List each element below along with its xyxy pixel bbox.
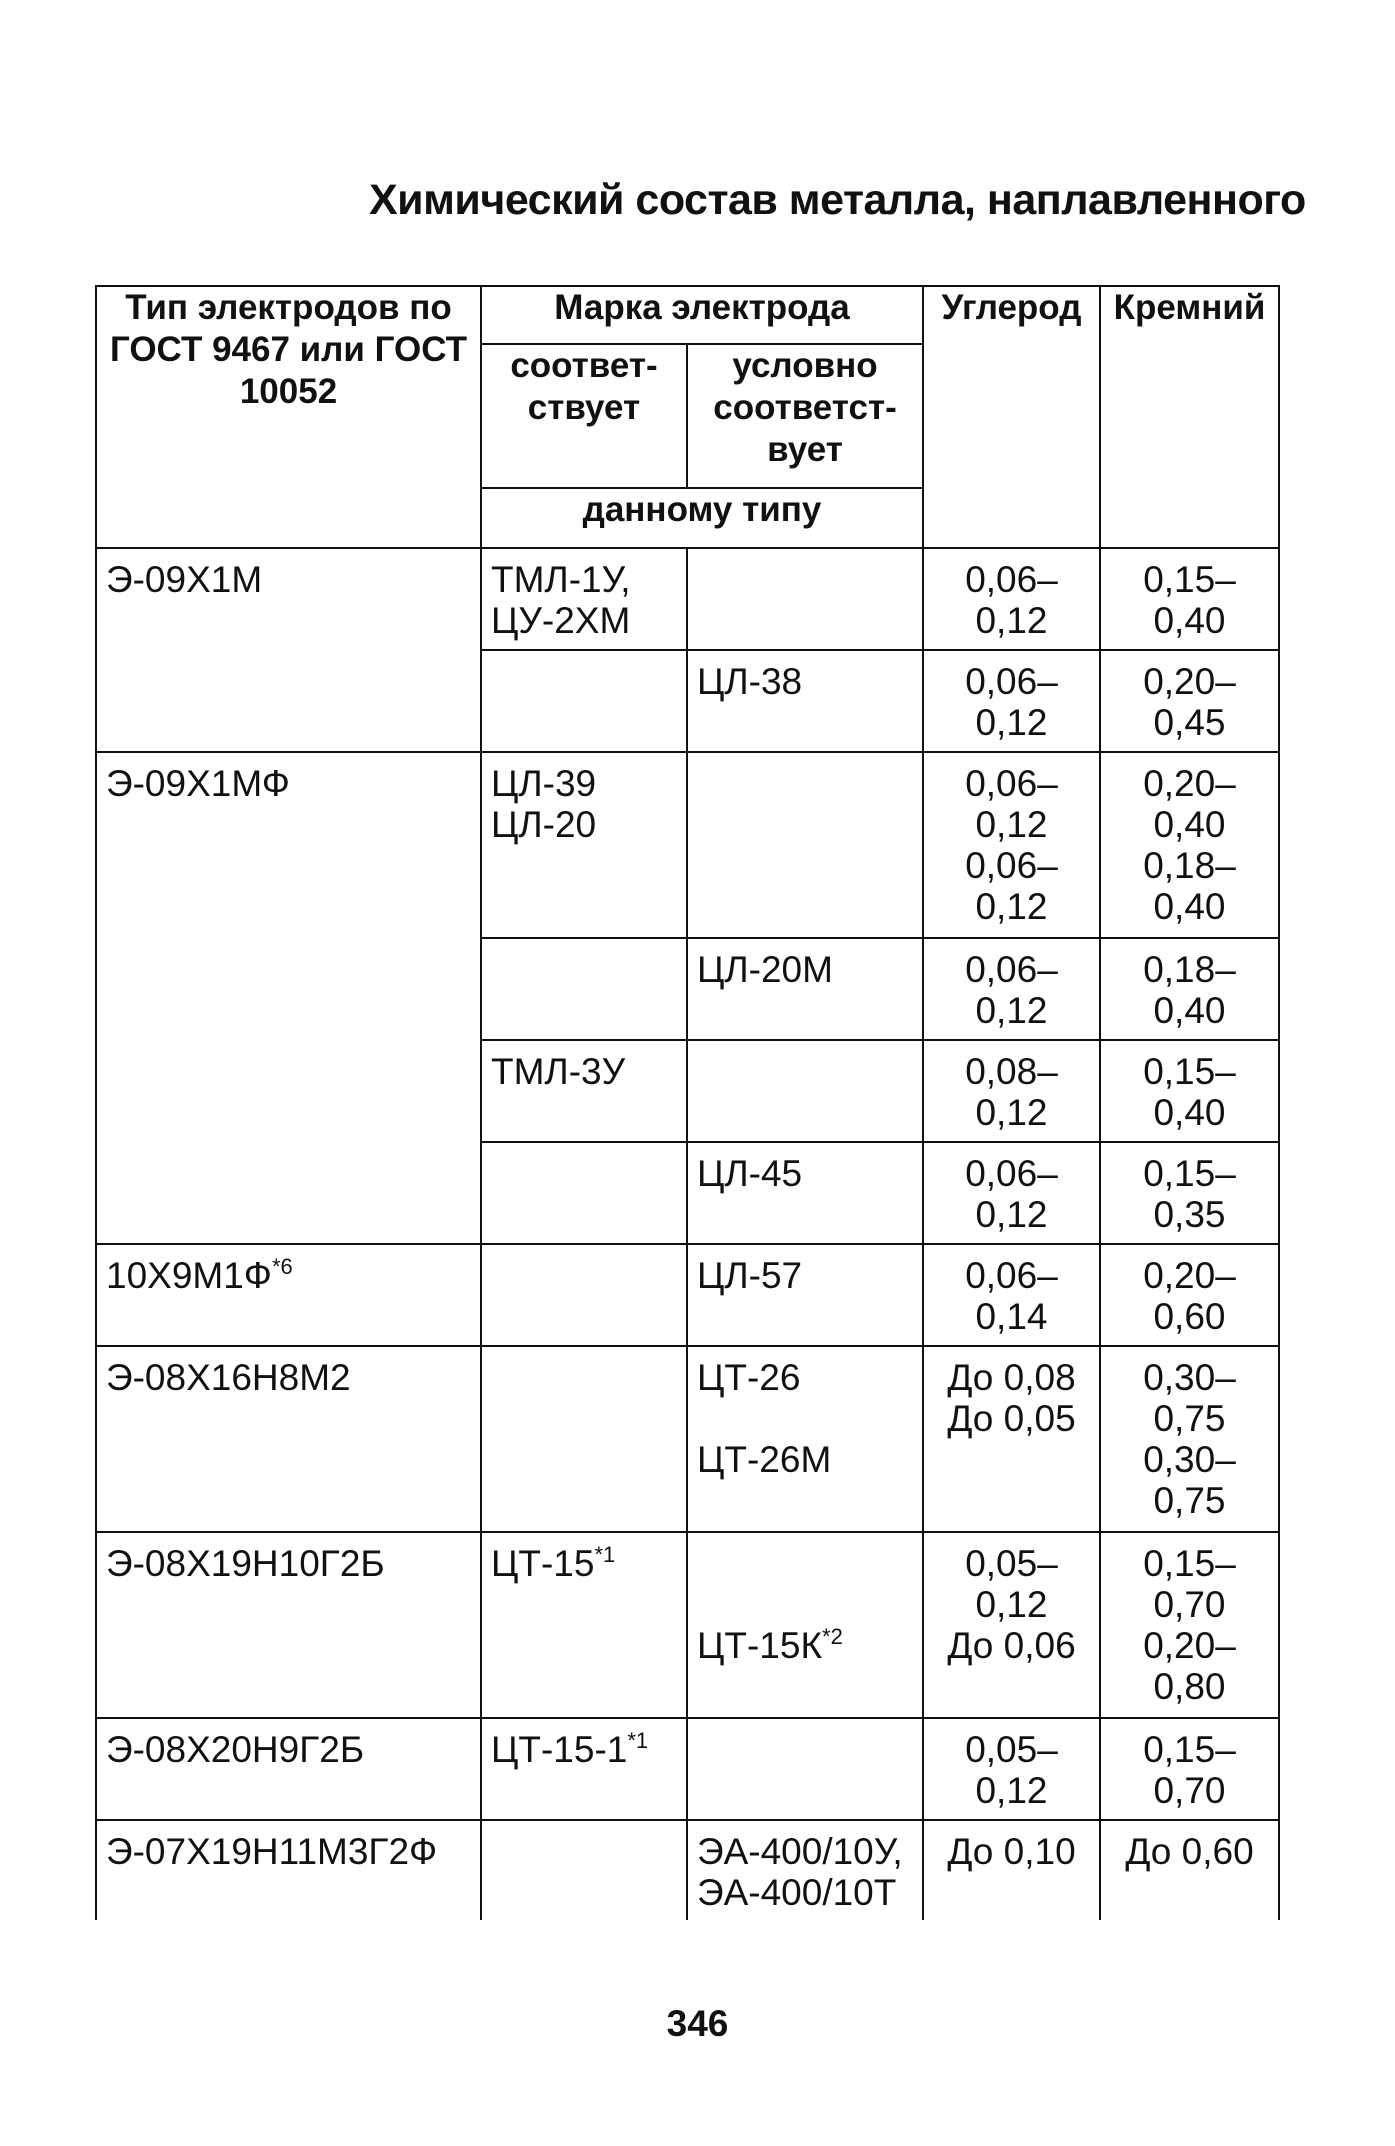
cell-carbon — [923, 1532, 1100, 1718]
cell-line: $10Х9М1Ф^{*6}$ — [106, 1254, 293, 1296]
cell-line: 0,70 — [1153, 1584, 1226, 1625]
cell-corresponds — [481, 1142, 687, 1244]
cell-conditionally — [687, 1346, 923, 1532]
cell-corresponds — [481, 1040, 687, 1142]
cell-corresponds — [481, 1244, 687, 1346]
cell-silicon — [1100, 548, 1279, 650]
cell-silicon — [1100, 1346, 1279, 1532]
cell-electrode-type — [96, 1532, 481, 1718]
cell-line: 0,20– — [1143, 1625, 1236, 1666]
cell-line: ЦЛ-20М — [697, 949, 833, 990]
cell-silicon — [1100, 650, 1279, 752]
cell-silicon — [1100, 1244, 1279, 1346]
cell-line: ЦТ-15-1$^{*1}$ — [491, 1728, 649, 1770]
cell-line: Э-09Х1МФ — [106, 763, 290, 804]
cell-line: 0,75 — [1153, 1480, 1226, 1521]
cell-line: 0,06– — [965, 1153, 1058, 1194]
cell-corresponds — [481, 1346, 687, 1532]
cell-conditionally — [687, 650, 923, 752]
cell-line: 0,12 — [975, 990, 1048, 1031]
cell-line: 0,15– — [1143, 1153, 1236, 1194]
cell-line: ЦТ-26М — [697, 1439, 832, 1480]
footnote-mark: *6 — [271, 1254, 293, 1279]
cell-line: 0,12 — [975, 1770, 1048, 1811]
cell-silicon — [1100, 752, 1279, 938]
cell-carbon — [923, 548, 1100, 650]
cell-line: 0,12 — [975, 1194, 1048, 1235]
header-corresponds: соответ-ствует — [481, 344, 687, 488]
cell-line: ЦЛ-38 — [697, 661, 803, 702]
page-number: 346 — [666, 2003, 729, 2044]
cell-line: 0,40 — [1153, 600, 1226, 641]
cell-silicon — [1100, 1718, 1279, 1820]
cell-line: Э-07Х19Н11М3Г2Ф — [106, 1831, 438, 1872]
table-row — [96, 1346, 1279, 1532]
cell-line: 0,06– — [965, 559, 1058, 600]
chemical-composition-table — [95, 285, 1280, 1920]
cell-line: Э-08Х19Н10Г2Б — [106, 1543, 385, 1584]
cell-conditionally — [687, 1718, 923, 1820]
cell-line: 0,06– — [965, 661, 1058, 702]
header-silicon: Кремний — [1100, 286, 1279, 548]
table-row — [96, 752, 1279, 938]
cell-silicon — [1100, 1040, 1279, 1142]
cell-line: 0,18– — [1143, 845, 1236, 886]
cell-line — [697, 1051, 922, 1092]
cell-line — [697, 1584, 922, 1625]
cell-conditionally — [687, 1820, 923, 1920]
header-carbon: Углерод — [923, 286, 1100, 548]
cell-line: 0,40 — [1153, 886, 1226, 927]
cell-line: 0,40 — [1153, 1092, 1226, 1133]
cell-corresponds — [481, 548, 687, 650]
header-type: Тип электродов по ГОСТ 9467 или ГОСТ 10052 — [96, 286, 481, 548]
cell-silicon — [1100, 938, 1279, 1040]
cell-conditionally — [687, 548, 923, 650]
cell-line: ЦУ-2ХМ — [491, 600, 631, 641]
header-conditionally: условно соответст-вует — [687, 344, 923, 488]
cell-line: 0,45 — [1153, 702, 1226, 743]
cell-line: 0,06– — [965, 763, 1058, 804]
cell-line: 0,08– — [965, 1051, 1058, 1092]
cell-line: 0,20– — [1143, 763, 1236, 804]
cell-line: ЦТ-26 — [697, 1357, 801, 1398]
cell-line: ЦЛ-57 — [697, 1255, 803, 1296]
cell-electrode-type — [96, 1718, 481, 1820]
cell-line: ЦЛ-39 — [491, 763, 597, 804]
cell-line: До 0,08 — [947, 1357, 1076, 1398]
cell-line: ЦЛ-45 — [697, 1153, 803, 1194]
cell-line — [697, 1543, 922, 1584]
cell-line: 0,06– — [965, 1255, 1058, 1296]
cell-conditionally — [687, 1532, 923, 1718]
cell-conditionally — [687, 752, 923, 938]
cell-corresponds — [481, 1718, 687, 1820]
cell-line — [491, 1153, 686, 1194]
cell-electrode-type — [96, 1346, 481, 1532]
cell-line: 0,18– — [1143, 949, 1236, 990]
cell-line: ЦТ-15$^{*1}$ — [491, 1542, 616, 1584]
cell-line: 0,12 — [975, 1584, 1048, 1625]
cell-line: 0,12 — [975, 600, 1048, 641]
cell-line: 0,75 — [1153, 1398, 1226, 1439]
cell-line: Э-09Х1М — [106, 559, 263, 600]
cell-conditionally — [687, 938, 923, 1040]
header-brand: Марка электрода — [481, 286, 923, 344]
cell-line: $ЦТ-15К^{*2}$ — [697, 1624, 843, 1666]
table-row — [96, 1244, 1279, 1346]
cell-line: 0,05– — [965, 1729, 1058, 1770]
cell-corresponds — [481, 650, 687, 752]
cell-line: 0,05– — [965, 1543, 1058, 1584]
table-row — [96, 1718, 1279, 1820]
cell-carbon — [923, 1820, 1100, 1920]
cell-corresponds — [481, 1532, 687, 1718]
cell-carbon — [923, 1040, 1100, 1142]
cell-line: До 0,10 — [947, 1831, 1076, 1872]
cell-line: 0,20– — [1143, 661, 1236, 702]
cell-line: До 0,05 — [947, 1398, 1076, 1439]
table-row — [96, 548, 1279, 650]
cell-line: ЦЛ-20 — [491, 804, 597, 845]
cell-line: Э-08Х16Н8М2 — [106, 1357, 351, 1398]
cell-line: 0,14 — [975, 1296, 1048, 1337]
cell-carbon — [923, 1346, 1100, 1532]
cell-conditionally — [687, 1142, 923, 1244]
cell-line — [491, 1255, 686, 1296]
cell-line — [697, 559, 922, 600]
cell-line: 0,80 — [1153, 1666, 1226, 1707]
cell-electrode-type — [96, 1820, 481, 1920]
cell-line: Э-08Х20Н9Г2Б — [106, 1729, 365, 1770]
cell-line: 0,12 — [975, 1092, 1048, 1133]
cell-carbon — [923, 650, 1100, 752]
cell-line: 0,15– — [1143, 1543, 1236, 1584]
cell-line: 0,12 — [975, 702, 1048, 743]
cell-silicon — [1100, 1820, 1279, 1920]
footnote-mark: *2 — [822, 1624, 843, 1649]
cell-line: 0,40 — [1153, 804, 1226, 845]
cell-corresponds — [481, 1820, 687, 1920]
cell-line: ЭА-400/10Т — [697, 1872, 897, 1913]
cell-line: До 0,60 — [1125, 1831, 1254, 1872]
cell-line — [697, 1398, 922, 1439]
cell-line: 0,15– — [1143, 1051, 1236, 1092]
cell-electrode-type — [96, 548, 481, 752]
header-this-type: данному типу — [481, 488, 923, 548]
page-title: Химический состав металла, наплавленного — [369, 176, 1306, 224]
cell-line — [491, 949, 686, 990]
cell-line: ЭА-400/10У, — [697, 1831, 903, 1872]
cell-carbon — [923, 938, 1100, 1040]
cell-conditionally — [687, 1040, 923, 1142]
cell-corresponds — [481, 752, 687, 938]
cell-electrode-type — [96, 1244, 481, 1346]
cell-line — [697, 1729, 922, 1770]
cell-line — [491, 661, 686, 702]
cell-carbon — [923, 752, 1100, 938]
cell-line — [491, 1357, 686, 1398]
cell-line: 0,40 — [1153, 990, 1226, 1031]
cell-carbon — [923, 1718, 1100, 1820]
cell-silicon — [1100, 1532, 1279, 1718]
cell-line: 0,06– — [965, 845, 1058, 886]
cell-conditionally — [687, 1244, 923, 1346]
cell-line: До 0,06 — [947, 1625, 1076, 1666]
table-row — [96, 1820, 1279, 1920]
footnote-mark: *1 — [627, 1728, 649, 1753]
cell-carbon — [923, 1244, 1100, 1346]
cell-line: 0,30– — [1143, 1439, 1236, 1480]
cell-line: 0,15– — [1143, 559, 1236, 600]
table-row — [96, 1532, 1279, 1718]
cell-line: 0,12 — [975, 886, 1048, 927]
footnote-mark: *1 — [594, 1542, 616, 1567]
cell-carbon — [923, 1142, 1100, 1244]
cell-line: 0,06– — [965, 949, 1058, 990]
cell-line: 0,60 — [1153, 1296, 1226, 1337]
cell-line: 0,15– — [1143, 1729, 1236, 1770]
cell-silicon — [1100, 1142, 1279, 1244]
cell-electrode-type — [96, 752, 481, 1244]
cell-line — [697, 763, 922, 804]
cell-line: 0,30– — [1143, 1357, 1236, 1398]
cell-line: 0,12 — [975, 804, 1048, 845]
cell-corresponds — [481, 938, 687, 1040]
cell-line: 0,20– — [1143, 1255, 1236, 1296]
cell-line: ТМЛ-3У — [491, 1051, 626, 1092]
cell-line: 0,70 — [1153, 1770, 1226, 1811]
cell-line: 0,35 — [1153, 1194, 1226, 1235]
cell-line — [491, 1831, 686, 1872]
table-body — [96, 548, 1279, 1920]
cell-line: ТМЛ-1У, — [491, 559, 631, 600]
